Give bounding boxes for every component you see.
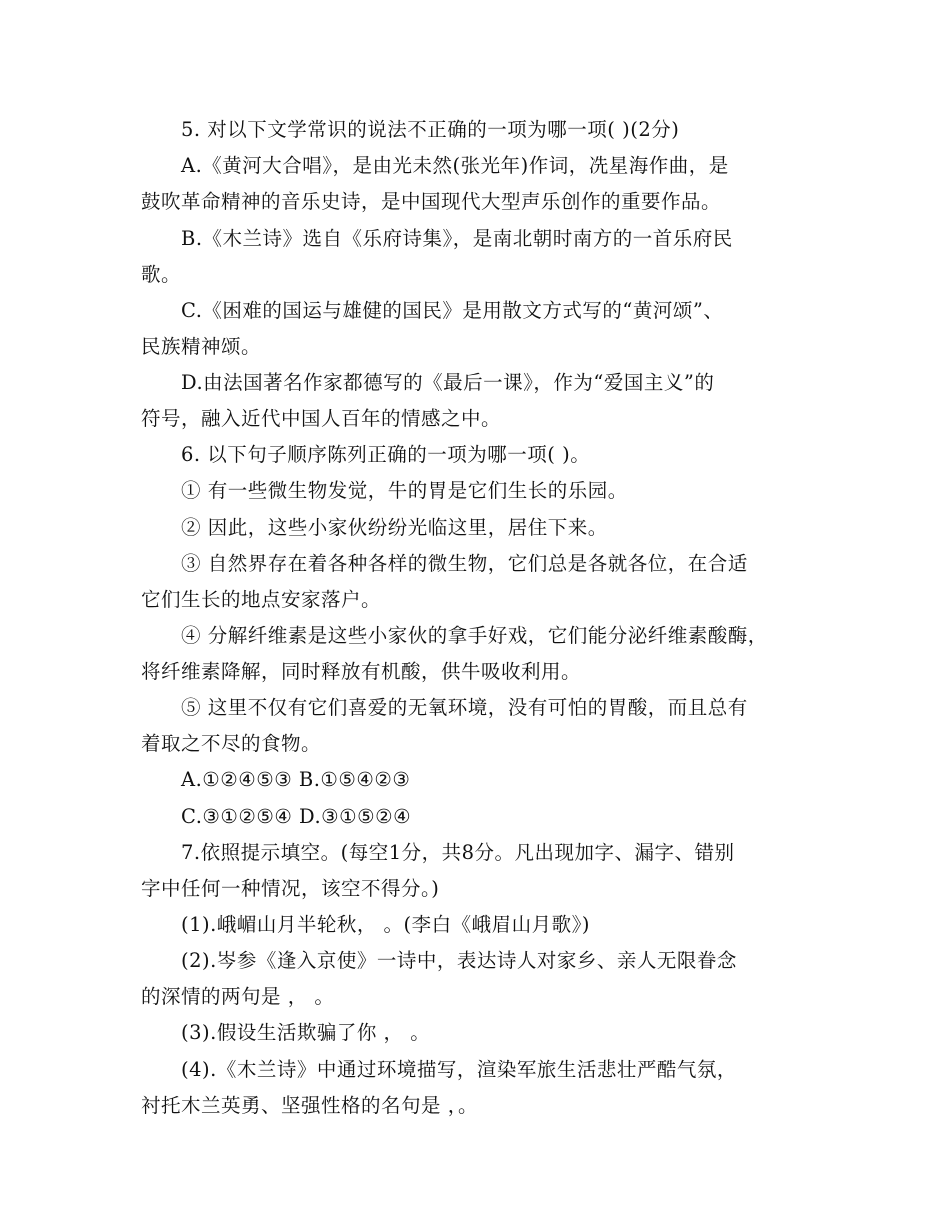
q7-item-2-line-2: 的深情的两句是 ， 。 [141,985,335,1008]
q6-options-ab: A.①②④⑤③ B.①⑤④②③ [181,768,411,791]
q6-sentence-4-line-2: 将纤维素降解，同时释放有机酸，供牛吸收利用。 [141,660,582,683]
q6-sentence-4-line-1: ④ 分解纤维素是这些小家伙的拿手好戏，它们能分泌纤维素酸酶， [181,624,768,647]
q5-option-a-line-1: A.《黄河大合唱》，是由光未然(张光年)作词，冼星海作曲，是 [181,154,729,177]
q7-item-4-line-1: (4).《木兰诗》中通过环境描写，渲染军旅生活悲壮严酷气氛， [181,1058,737,1081]
q5-option-c-line-2: 民族精神颂。 [141,335,262,358]
q5-option-b-line-1: B.《木兰诗》选自《乐府诗集》，是南北朝时南方的一首乐府民 [181,227,733,250]
q5-option-d-line-1: D.由法国著名作家都德写的《最后一课》，作为“爱国主义”的 [181,371,715,394]
question-7-stem-line-1: 7.依照提示填空。(每空1分，共8分。凡出现加字、漏字、错别 [181,841,735,864]
q7-item-1: (1).峨嵋山月半轮秋， 。(李白《峨眉山月歌》) [181,913,590,936]
q5-option-d-line-2: 符号，融入近代中国人百年的情感之中。 [141,407,502,430]
q5-option-a-line-2: 鼓吹革命精神的音乐史诗，是中国现代大型声乐创作的重要作品。 [141,190,722,213]
question-5-stem: 5. 对以下文学常识的说法不正确的一项为哪一项( )(2分) [181,118,680,141]
q7-item-2-line-1: (2).岑参《逢入京使》一诗中，表达诗人对家乡、亲人无限眷念 [181,949,737,972]
q6-sentence-5-line-1: ⑤ 这里不仅有它们喜爱的无氧环境，没有可怕的胃酸，而且总有 [181,696,748,719]
q6-options-cd: C.③①②⑤④ D.③①⑤②④ [181,805,412,828]
q6-sentence-3-line-2: 它们生长的地点安家落户。 [141,588,382,611]
question-7-stem-line-2: 字中任何一种情况，该空不得分。) [141,877,440,900]
q5-option-b-line-2: 歌。 [141,263,182,286]
q7-item-4-line-2: 衬托木兰英勇、坚强性格的名句是 ，。 [141,1094,478,1117]
q6-sentence-3-line-1: ③ 自然界存在着各种各样的微生物，它们总是各就各位，在合适 [181,552,748,575]
q5-option-c-line-1: C.《困难的国运与雄健的国民》是用散文方式写的“黄河颂”、 [181,299,724,322]
q6-sentence-5-line-2: 着取之不尽的食物。 [141,732,322,755]
q6-sentence-1: ① 有一些微生物发觉，牛的胃是它们生长的乐园。 [181,479,628,502]
question-6-stem: 6. 以下句子顺序陈列正确的一项为哪一项( )。 [181,443,591,466]
q6-sentence-2: ② 因此，这些小家伙纷纷光临这里，居住下来。 [181,516,608,539]
q7-item-3: (3).假设生活欺骗了你 ， 。 [181,1021,431,1044]
